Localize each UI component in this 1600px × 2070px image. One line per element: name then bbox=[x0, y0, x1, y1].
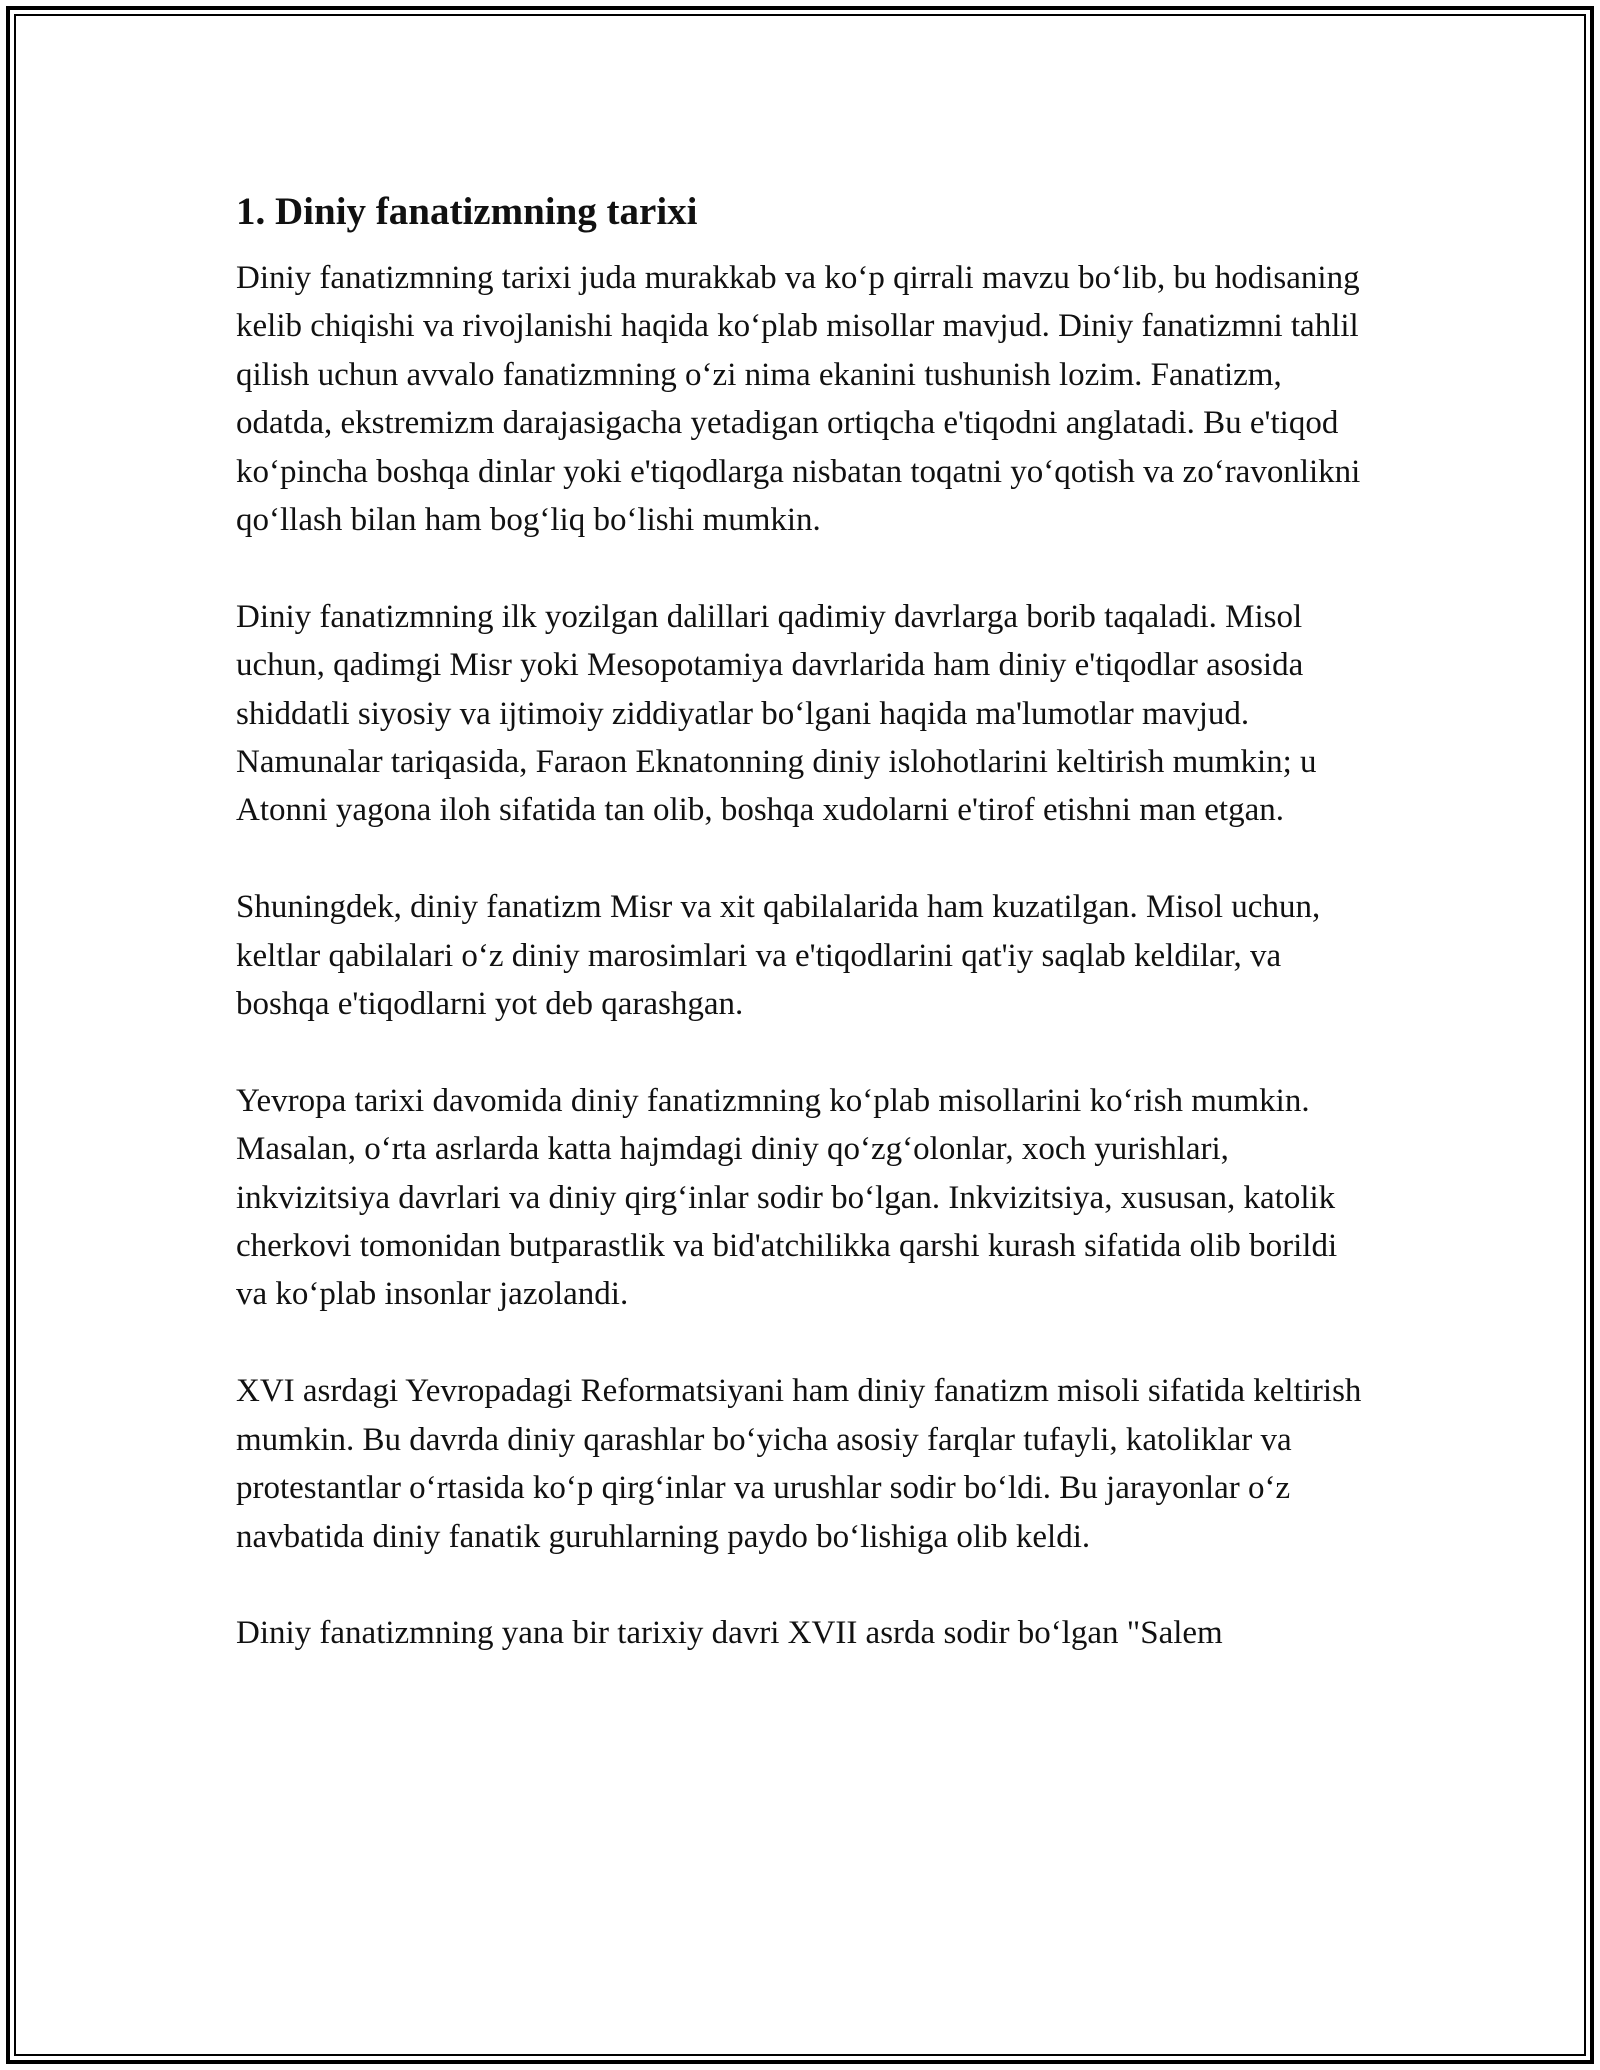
paragraph-5: XVI asrdagi Yevropadagi Reformatsiyani ham diniy fanatizm misoli sifatida keltirish mumkin. Bu davrda diniy qarashlar bo‘yicha asosiy farqlar tufayli, katoliklar va protestantlar o‘rtasida ko‘p qirg‘inlar va urushlar sodir bo‘ldi. Bu jarayonlar o‘z navbatida diniy fanatik guruhlarning paydo bo‘lishiga olib keldi. bbox=[236, 1373, 1362, 1555]
paragraph-3: Shuningdek, diniy fanatizm Misr va xit qabilalarida ham kuzatilgan. Misol uchun, keltlar qabilalari o‘z diniy marosimlari va e'tiqodlarini qat'iy saqlab keldilar, va boshqa e'tiqodlarni yot deb qarashgan. bbox=[236, 889, 1321, 1023]
paragraph-6: Diniy fanatizmning yana bir tarixiy davri XVII asrda sodir bo‘lgan "Salem bbox=[236, 1615, 1223, 1652]
paragraph-4: Yevropa tarixi davomida diniy fanatizmning ko‘plab misollarini ko‘rish mumkin. Masalan, o‘rta asrlarda katta hajmdagi diniy qo‘zg‘olonlar, xoch yurishlari, inkvizitsiya davrlari va diniy qirg‘inlar sodir bo‘lgan. Inkvizitsiya, xususan, katolik cherkovi tomonidan butparastlik va bid'atchilikka qarshi kurash sifatida olib borildi va ko‘plab insonlar jazolandi. bbox=[236, 1082, 1338, 1313]
paragraph-1: Diniy fanatizmning tarixi juda murakkab va ko‘p qirrali mavzu bo‘lib, bu hodisaning kelib chiqishi va rivojlanishi haqida ko‘plab misollar mavjud. Diniy fanatizmni tahlil qilish uchun avvalo fanatizmning o‘zi nima ekanini tushunish lozim. Fanatizm, odatda, ekstremizm darajasigacha yetadigan ortiqcha e'tiqodni anglatadi. Bu e'tiqod ko‘pincha boshqa dinlar yoki e'tiqodlarga nisbatan toqatni yo‘qotish va zo‘ravonlikni qo‘llash bilan ham bog‘liq bo‘lishi mumkin. bbox=[236, 260, 1361, 539]
paragraph-2: Diniy fanatizmning ilk yozilgan dalillari qadimiy davrlarga borib taqaladi. Misol uchun, qadimgi Misr yoki Mesopotamiya davrlarida ham diniy e'tiqodlar asosida shiddatli siyosiy va ijtimoiy ziddiyatlar bo‘lgani haqida ma'lumotlar mavjud. Namunalar tariqasida, Faraon Eknatonning diniy islohotlarini keltirish mumkin; u Atonni yagona iloh sifatida tan olib, boshqa xudolarni e'tirof etishni man etgan. bbox=[236, 598, 1317, 829]
document-body bbox=[236, 186, 1376, 1706]
section-heading: 1. Diniy fanatizmning tarixi bbox=[236, 190, 698, 233]
